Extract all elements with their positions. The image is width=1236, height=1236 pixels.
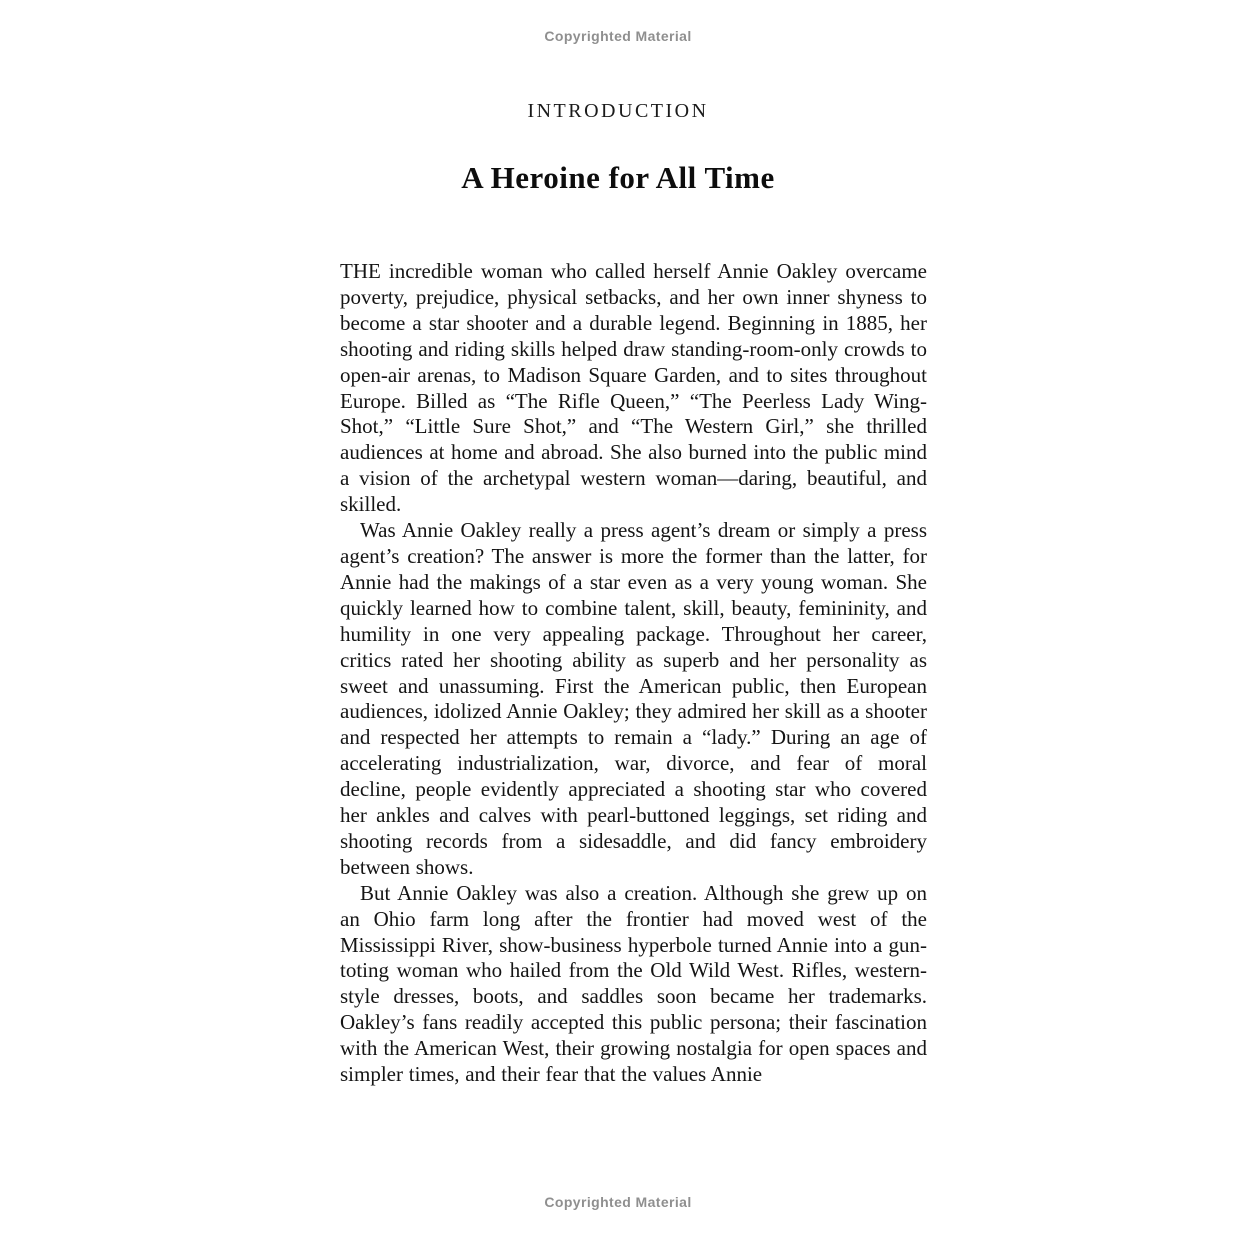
paragraph-1: THE incredible woman who called herself Annie Oakley overcame poverty, prejudice, physical setbacks, and her own inner shyness to become a star shooter and a durable legend. Beginning in 1885, her shooting and riding skills helped draw standing-room-only crowds to open-air arenas, to Madison Square Garden, and to sites throughout Europe. Billed as “The Rifle Queen,” “The Peerless Lady Wing-Shot,” “Little Sure Shot,” and “The Western Girl,” she thrilled audiences at home and abroad. She also burned into the public mind a vision of the archetypal western woman—daring, beautiful, and skilled. [340, 259, 927, 517]
paragraph-3: But Annie Oakley was also a creation. Although she grew up on an Ohio farm long after the frontier had moved west of the Mississippi River, show-business hyperbole turned Annie into a gun-toting woman who hailed from the Old Wild West. Rifles, western-style dresses, boots, and saddles soon became her trademarks. Oakley’s fans readily accepted this public persona; their fascination with the American West, their growing nostalgia for open spaces and simpler times, and their fear that the values Annie [340, 880, 927, 1087]
copyright-notice-top: Copyrighted Material [544, 28, 692, 44]
paragraph-2: Was Annie Oakley really a press agent’s dream or simply a press agent’s creation? The answer is more the former than the latter, for Annie had the makings of a star even as a very young woman. She quickly learned how to combine talent, skill, beauty, femininity, and humility in one very appealing package. Throughout her career, critics rated her shooting ability as superb and her personality as sweet and unassuming. First the American public, then European audiences, idolized Annie Oakley; they admired her skill as a shooter and respected her attempts to remain a “lady.” During an age of accelerating industrialization, war, divorce, and fear of moral decline, people evidently appreciated a shooting star who covered her ankles and calves with pearl-buttoned leggings, set riding and shooting records from a sidesaddle, and did fancy embroidery between shows. [340, 518, 927, 879]
copyright-notice-bottom: Copyrighted Material [544, 1194, 692, 1210]
page-title: A Heroine for All Time [461, 160, 775, 195]
body-text [340, 259, 927, 1088]
section-label: INTRODUCTION [527, 100, 709, 122]
